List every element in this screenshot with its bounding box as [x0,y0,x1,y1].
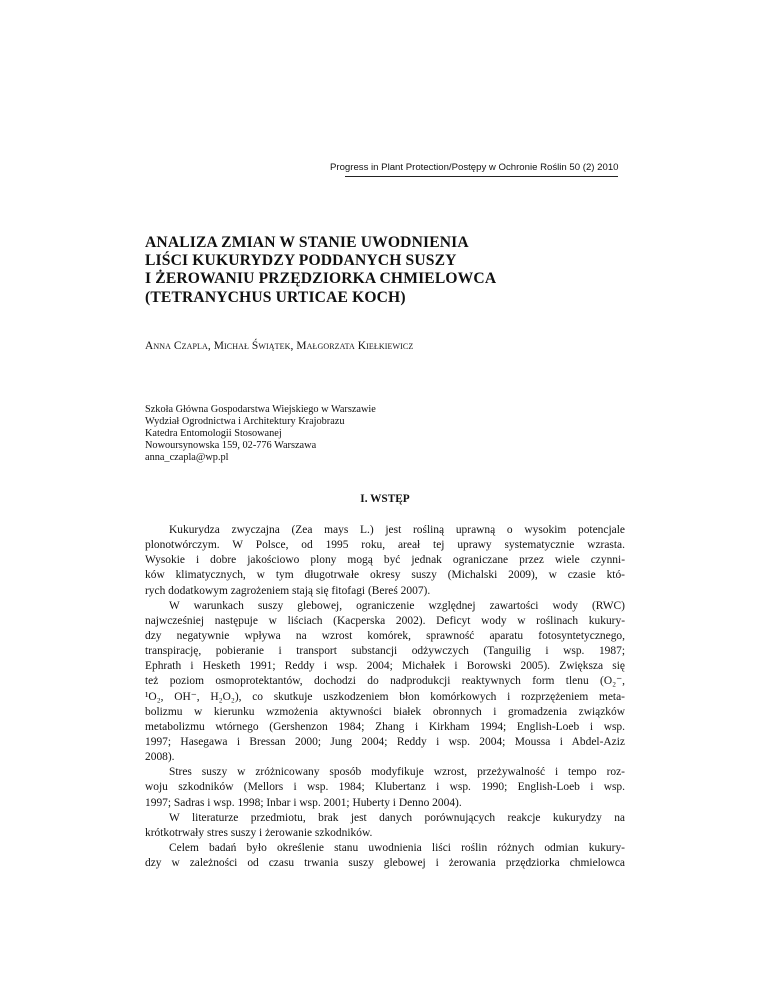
affiliation-line: Wydział Ogrodnictwa i Architektury Krajobrazu [145,416,345,428]
authors: Anna Czapla, Michał Świątek, Małgorzata Kiełkiewicz [145,340,414,352]
article-title [145,234,625,307]
body-line: W warunkach suszy glebowej, ograniczenie względnej zawartości wody (RWC) [169,599,625,612]
body-line: Kukurydza zwyczajna (Zea mays L.) jest rośliną uprawną o wysokim potencjale [169,524,625,536]
body-line: Ephrath i Hesketh 1991; Reddy i wsp. 2004; Michałek i Borowski 2005). Zwiększa się [145,660,625,673]
body-line: dzy w zależności od czasu trwania suszy glebowej i żerowania przędziorka chmielowca [145,857,625,870]
running-head: Progress in Plant Protection/Postępy w Ochronie Roślin 50 (2) 2010 [330,162,619,173]
body-text [145,523,625,871]
affiliation-line: Nowoursynowska 159, 02-776 Warszawa [145,440,317,452]
affiliation-email: anna_czapla@wp.pl [145,452,229,464]
body-line: rych dodatkowym zagrożeniem stają się fitofagi (Bereś 2007). [145,584,431,597]
body-line: krótkotrwały stres suszy i żerowanie szkodników. [145,826,373,839]
body-line: woju szkodników (Mellors i wsp. 1984; Klubertanz i wsp. 1990; English-Loeb i wsp. [145,781,625,794]
body-line: metabolizmu wtórnego (Gershenzon 1984; Zhang i Kirkham 1994; English-Loeb i wsp. [145,720,625,733]
body-line: 1997; Sadras i wsp. 1998; Inbar i wsp. 2001; Huberty i Denno 2004). [145,796,462,809]
affiliation [145,404,625,464]
body-line: ków klimatycznych, w tym długotrwałe okresy suszy (Michalski 2009), w czasie któ- [145,569,625,582]
body-line: plonotwórczym. W Polsce, od 1995 roku, areał tej uprawy systematycznie wzrasta. [145,539,625,552]
title-line: ANALIZA ZMIAN W STANIE UWODNIENIA [145,234,469,251]
body-line: najwcześniej następuje w liściach (Kacperska 2002). Deficyt wody w roślinach kukury- [145,614,625,627]
title-line: I ŻEROWANIU PRZĘDZIORKA CHMIELOWCA [145,270,497,288]
body-line: Stres suszy w zróżnicowany sposób modyfikuje wzrost, przeżywalność i tempo roz- [169,766,625,779]
affiliation-line: Katedra Entomologii Stosowanej [145,428,282,440]
body-line: transpirację, pobieranie i transport substancji odżywczych (Tanguilig i wsp. 1987; [145,645,625,658]
header-rule [345,176,618,177]
body-line: dzy negatywnie wpływa na wzrost komórek, sprawność aparatu fotosyntetycznego, [145,629,625,642]
body-line: bolizmu w kierunku wzmożenia aktywności białek obronnych i gromadzenia związków [145,705,625,718]
body-line: 2008). [145,751,175,764]
body-line: też poziom osmoprotektantów, dochodzi do nadprodukcji reaktywnych form tlenu (O₂⁻, [145,675,625,688]
affiliation-line: Szkoła Główna Gospodarstwa Wiejskiego w Warszawie [145,404,376,415]
body-line: 1997; Hasegawa i Bressan 2000; Jung 2004; Reddy i wsp. 2004; Moussa i Abdel-Aziz [145,735,625,748]
section-heading: I. WSTĘP [360,493,410,505]
body-line: ¹O₂, OH⁻, H₂O₂), co skutkuje uszkodzeniem błon komórkowych i rozprzężeniem meta- [145,690,625,703]
body-line: W literaturze przedmiotu, brak jest danych porównujących reakcje kukurydzy na [169,811,625,824]
body-line: Celem badań było określenie stanu uwodnienia liści roślin różnych odmian kukury- [169,841,625,854]
body-line: Wysokie i dobre jakościowo plony mogą być jednak ograniczane przez wiele czynni- [145,554,625,567]
title-line: (TETRANYCHUS URTICAE KOCH) [145,288,406,306]
title-line: LIŚCI KUKURYDZY PODDANYCH SUSZY [145,252,457,270]
